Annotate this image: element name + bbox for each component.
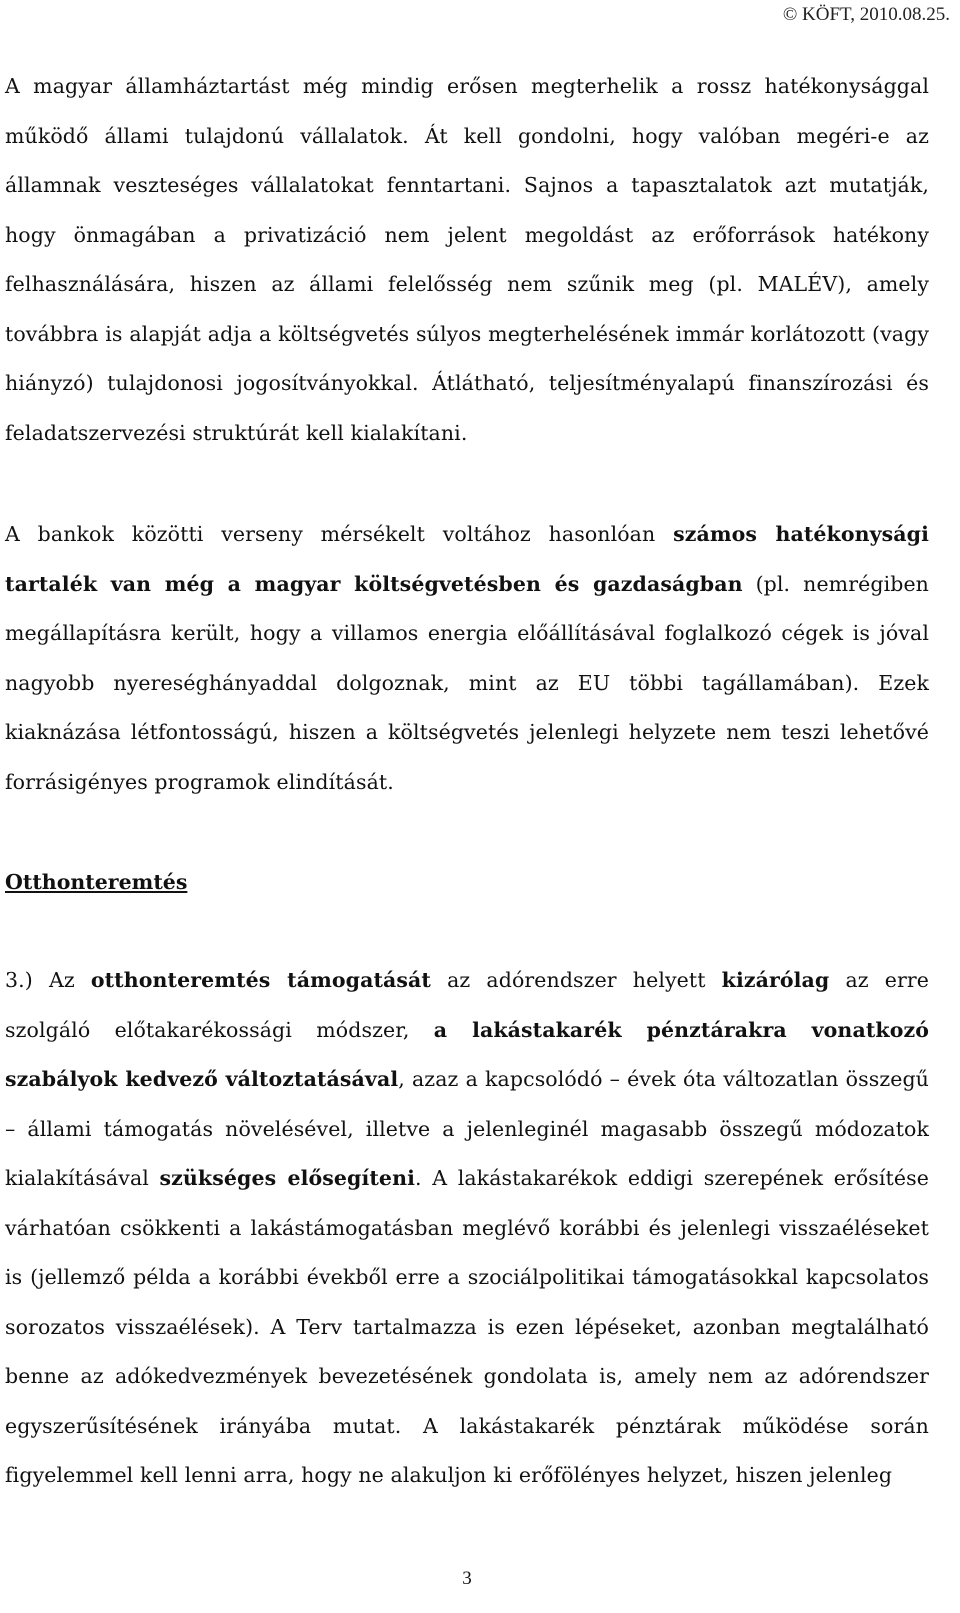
paragraph-bold-text: otthonteremtés támogatását [90,968,432,992]
paragraph-text: az erre szolgáló előtakarékossági módszer, [5,968,930,1042]
paragraph-text: (pl. nemrégiben megállapításra került, hogy a villamos energia előállításával foglalkozó cégek is jóval nagyobb nyereséghányaddal dolgoznak, mint az EU többi tagállamában). Ezek kiaknázása létfontosságú, hiszen a költségvetés jelenlegi helyzete nem teszi lehetővé forrásigényes programok elindítását. [5,571,929,794]
paragraph-bold-text: kizárólag [721,968,830,992]
paragraph-text: A bankok közötti verseny mérsékelt voltához hasonlóan [5,522,674,546]
paragraph-bold-text: a lakástakarék pénztárakra vonatkozó szabályok kedvező változtatásával [5,1017,929,1091]
paragraph-state-enterprises: A magyar államháztartást még mindig erősen megterhelik a rossz hatékonysággal működő állami tulajdonú vállalatok. Át kell gondolni, hogy valóban megéri-e az államnak veszteséges vállalatokat fenntartani. Sajnos a tapasztalatok azt mutatják, hogy önmagában a privatizáció nem jelent megoldást az erőforrások hatékony felhasználására, hiszen az állami felelősség nem szűnik meg (pl. MALÉV), amely továbbra is alapját adja a költségvetés súlyos megterhelésének immár korlátozott (vagy hiányzó) tulajdonosi jogosítványokkal. Átlátható, teljesítményalapú finanszírozási és feladatszervezési struktúrát kell kialakítani. [5,74,929,445]
paragraph-bold-text: szükséges elősegíteni [159,1166,415,1190]
paragraph-text: . A lakástakarékok eddigi szerepének erősítése várhatóan csökkenti a lakástámogatásban meglévő korábbi és jelenlegi visszaéléseket is (jellemző példa a korábbi évekből erre a szociálpolitikai támogatásokkal kapcsolatos sorozatos visszaélések). A Terv tartalmazza is ezen lépéseket, azonban megtalálható benne az adókedvezmények bevezetésének gondolata is, amely nem az adórendszer egyszerűsítésének irányába mutat. A lakástakarék pénztárak működése során figyelemmel kell lenni arra, hogy ne alakuljon ki erőfölényes helyzet, hiszen jelenleg [5,1166,929,1487]
page-number: 3 [462,1568,472,1589]
section-heading: Otthonteremtés [5,870,188,894]
paragraph-efficiency-reserves [5,510,929,807]
paragraph-text: 3.) Az [5,968,91,992]
paragraph-text: , azaz a kapcsolódó – évek óta változatlan összegű – állami támogatás növelésével, illetve a jelenleginél magasabb összegű módozatok kialakításával [5,1067,929,1190]
paragraph-home-creation [5,956,929,1501]
paragraph-text: az adórendszer helyett [431,968,722,992]
paragraph-bold-text: számos hatékonysági tartalék van még a magyar költségvetésben és gazdaságban [5,522,929,596]
document-header-copyright: © KÖFT, 2010.08.25. [782,4,950,25]
